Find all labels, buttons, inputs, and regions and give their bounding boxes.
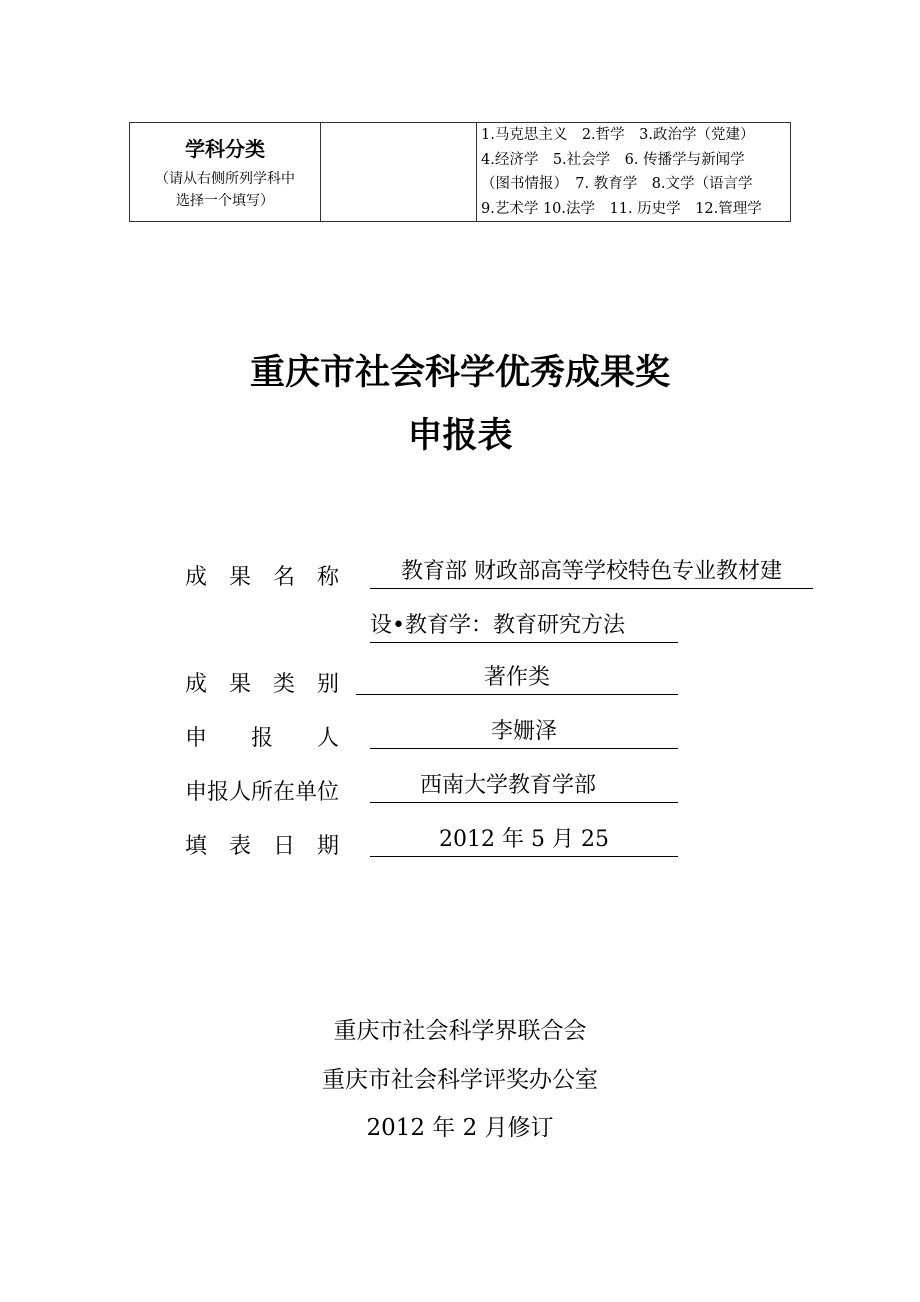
name-value-line2: 设•教育学：教育研究方法	[370, 612, 678, 643]
name-value-line1: 教育部 财政部高等学校特色专业教材建	[370, 558, 813, 589]
category-label: 成 果 类 别	[185, 672, 340, 697]
date-value: 2012 年 5 月 25	[370, 826, 678, 857]
classification-note-2: 选择一个填写）	[176, 192, 274, 209]
classification-label: 学科分类	[185, 136, 265, 161]
footer-line-3: 2012 年 2 月修订	[366, 1115, 554, 1141]
classification-note-1: （请从右侧所列学科中	[155, 170, 295, 187]
option-line: 4.经济学 5.社会学 6. 传播学与新闻学	[481, 151, 745, 168]
page-title: 重庆市社会科学优秀成果奖	[249, 353, 670, 393]
applicant-label: 申 报 人	[185, 726, 340, 751]
subject-classification-table	[129, 122, 791, 222]
option-line: 1.马克思主义 2.哲学 3.政治学（党建）	[481, 127, 755, 143]
option-line: 9.艺术学 10.法学 11. 历史学 12.管理学	[481, 200, 762, 217]
unit-value	[370, 772, 678, 803]
classification-value-cell[interactable]	[321, 123, 477, 222]
page-subtitle: 申报表	[407, 416, 513, 456]
applicant-value: 李姗泽	[370, 718, 678, 749]
classification-label-cell	[130, 123, 321, 222]
classification-options-cell	[477, 123, 791, 222]
unit-label: 申报人所在单位	[185, 780, 340, 805]
footer-line-2: 重庆市社会科学评奖办公室	[322, 1067, 598, 1093]
unit-value-text: 西南大学教育学部	[420, 773, 597, 798]
footer-line-1: 重庆市社会科学界联合会	[333, 1018, 587, 1044]
option-line: （图书情报） 7. 教育学 8.文学（语言学	[481, 176, 753, 192]
date-label: 填 表 日 期	[185, 834, 340, 859]
category-value: 著作类	[356, 664, 678, 695]
name-label: 成 果 名 称	[185, 565, 340, 590]
